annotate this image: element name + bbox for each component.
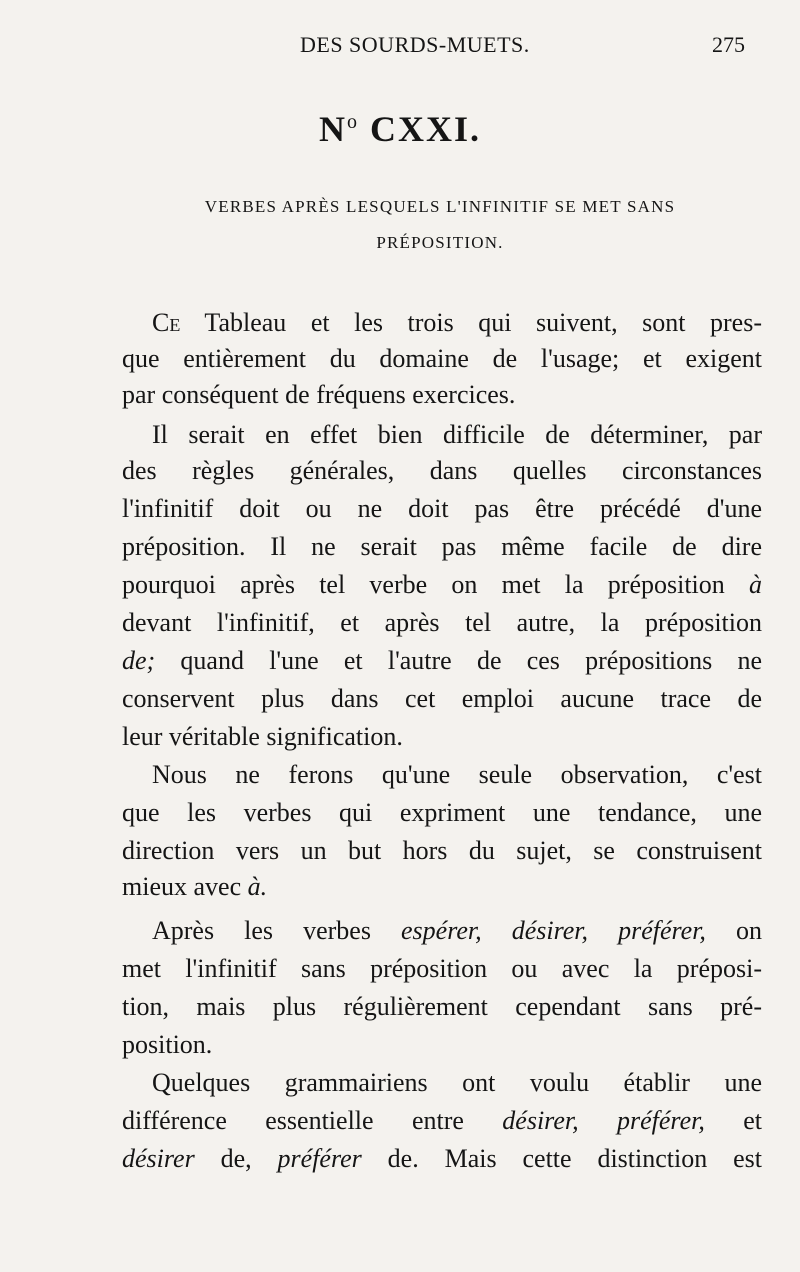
paragraph-4-line-1	[152, 916, 762, 946]
italic-span: à.	[247, 872, 268, 901]
article-number	[0, 108, 800, 150]
text-span: quand l'une et l'autre de ces prépositions ne	[155, 646, 762, 675]
italic-span: préférer	[277, 1144, 362, 1173]
running-title: DES SOURDS-MUETS.	[300, 32, 530, 57]
article-number-sup: o	[346, 111, 359, 133]
paragraph-2-line-9: leur véritable signification.	[122, 722, 403, 751]
italic-span: désirer, préférer,	[502, 1106, 705, 1135]
paragraph-1-line-2: que entièrement du domaine de l'usage; et exigent	[122, 344, 762, 373]
italic-span: à	[749, 570, 762, 599]
section-heading-line-1: VERBES APRÈS LESQUELS L'INFINITIF SE MET SANS	[204, 197, 676, 216]
paragraph-2-line-3: l'infinitif doit ou ne doit pas être précédé d'une	[122, 494, 762, 523]
paragraph-4-line-2: met l'infinitif sans préposition ou avec la préposi-	[122, 954, 762, 983]
text-span: différence essentielle entre	[122, 1106, 503, 1135]
text-span: de,	[194, 1144, 278, 1173]
paragraph-2-line-5	[122, 570, 762, 600]
paragraph-2-line-6: devant l'infinitif, et après tel autre, la préposition	[122, 608, 762, 637]
paragraph-5-line-3	[122, 1144, 762, 1174]
italic-span: désirer	[122, 1144, 195, 1173]
paragraph-3-line-2: que les verbes qui expriment une tendance, une	[122, 798, 762, 827]
italic-span: de;	[122, 646, 156, 675]
text-span: Après les verbes	[152, 916, 402, 945]
paragraph-2-line-2: des règles générales, dans quelles circonstances	[122, 456, 762, 485]
paragraph-4-line-3: tion, mais plus régulièrement cependant sans pré-	[122, 992, 762, 1021]
paragraph-5-line-2	[122, 1106, 762, 1136]
text-span: Tableau et les trois qui suivent, sont pres-	[180, 308, 762, 337]
paragraph-2-line-7	[122, 646, 762, 676]
section-heading-line-2: PRÉPOSITION.	[376, 233, 504, 252]
paragraph-2-line-8: conservent plus dans cet emploi aucune trace de	[122, 684, 762, 713]
paragraph-2-line-4: préposition. Il ne serait pas même facile de dire	[122, 532, 762, 561]
text-span: mieux avec	[122, 872, 248, 901]
paragraph-5-line-1: Quelques grammairiens ont voulu établir une	[152, 1068, 762, 1097]
paragraph-3-line-3: direction vers un but hors du sujet, se construisent	[122, 836, 762, 865]
paragraph-1-line-3: par conséquent de fréquens exercices.	[122, 380, 516, 409]
paragraph-3-line-4	[122, 872, 762, 902]
italic-span: espérer, désirer, préférer,	[401, 916, 706, 945]
text-span: on	[705, 916, 762, 945]
text-span: pourquoi après tel verbe on met la préposition	[122, 570, 749, 599]
page-number: 275	[712, 32, 745, 57]
article-number-value: CXXI.	[369, 109, 481, 149]
paragraph-1-line-1	[152, 308, 762, 338]
text-span: et	[704, 1106, 762, 1135]
article-number-prefix: N	[318, 109, 347, 149]
drop-word: Ce	[152, 308, 181, 337]
paragraph-3-line-1: Nous ne ferons qu'une seule observation, c'est	[152, 760, 762, 789]
paragraph-2-line-1: Il serait en effet bien difficile de déterminer, par	[152, 420, 762, 449]
running-head	[0, 30, 800, 62]
paragraph-4-line-4: position.	[122, 1030, 213, 1059]
text-span: de. Mais cette distinction est	[361, 1144, 762, 1173]
